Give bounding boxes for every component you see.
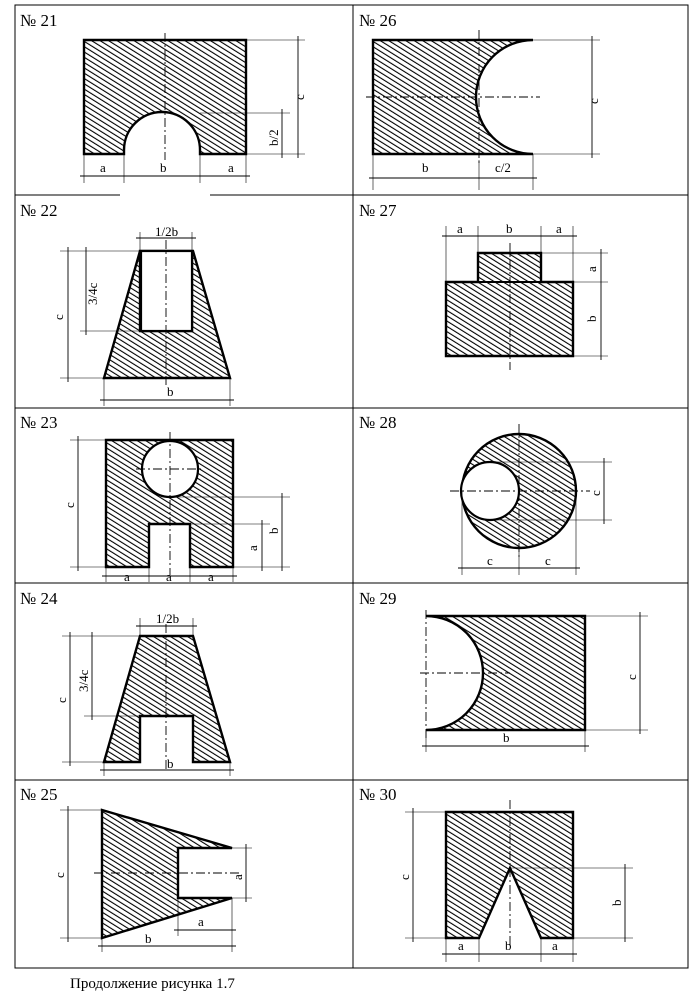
figure-number-24: № 24 (20, 589, 58, 608)
dim-label-b-mid: b (505, 938, 512, 953)
dim-label-b-side: b (584, 315, 599, 322)
dim-label-b-top: b (506, 221, 513, 236)
dim-label-a2: a (166, 569, 172, 584)
figure-23 (62, 432, 290, 584)
dim-label-b: b (503, 730, 510, 745)
dim-label-c1: c (487, 553, 493, 568)
figure-28 (450, 424, 612, 575)
figure-number-26: № 26 (359, 11, 397, 30)
figure-number-23: № 23 (20, 413, 58, 432)
figure-25 (52, 806, 252, 952)
dim-label-c: c (52, 872, 67, 878)
dim-label-a-right: a (552, 938, 558, 953)
dim-label-a-right: a (228, 160, 234, 175)
dim-label-half-b: 1/2b (155, 224, 179, 239)
dim-label-c: c (624, 674, 639, 680)
figure-21 (80, 33, 307, 183)
dim-label-b: b (160, 160, 167, 175)
dim-label-c-half: c/2 (495, 160, 511, 175)
dim-label-a-side: a (230, 874, 245, 880)
figure-number-22: № 22 (20, 201, 58, 220)
figure-26 (366, 30, 601, 190)
dim-label-a-left: a (458, 938, 464, 953)
figure-number-30: № 30 (359, 785, 397, 804)
dim-label-a3: a (208, 569, 214, 584)
figure-30 (397, 800, 633, 962)
dim-label-a-side: a (245, 545, 260, 551)
dim-label-c2: c (545, 553, 551, 568)
figure-number-21: № 21 (20, 11, 58, 30)
dim-label-c: c (586, 98, 601, 104)
dim-label-b: b (167, 384, 174, 399)
figure-25-section (102, 810, 232, 938)
dim-label-c: c (62, 502, 77, 508)
figure-24-section (104, 636, 230, 762)
figure-24 (54, 611, 234, 776)
dim-label-b-half: b/2 (266, 129, 281, 146)
dim-label-b: b (422, 160, 429, 175)
dim-label-a-left: a (100, 160, 106, 175)
dim-label-half-b: 1/2b (156, 611, 180, 626)
dim-label-b: b (167, 756, 174, 771)
dim-label-b-side: b (609, 899, 624, 906)
figure-number-28: № 28 (359, 413, 397, 432)
dim-label-three-quarter-c: 3/4c (76, 669, 91, 692)
figure-29 (420, 610, 648, 752)
dim-label-three-quarter-c: 3/4c (85, 282, 100, 305)
figure-caption: Продолжение рисунка 1.7 (70, 976, 235, 992)
dim-label-b: b (145, 931, 152, 946)
dim-label-a1: a (124, 569, 130, 584)
figure-22 (51, 224, 234, 406)
figure-number-29: № 29 (359, 589, 397, 608)
dim-label-b: b (266, 527, 281, 534)
dim-label-a-side: a (584, 266, 599, 272)
dim-label-a-right: a (556, 221, 562, 236)
dim-label-a-bottom: a (198, 914, 204, 929)
figure-number-25: № 25 (20, 785, 58, 804)
figure-number-27: № 27 (359, 201, 397, 220)
dim-label-c: c (397, 874, 412, 880)
figure-27-section (446, 253, 573, 356)
dim-label-a-left: a (457, 221, 463, 236)
dim-label-c: c (51, 314, 66, 320)
dim-label-c: c (54, 697, 69, 703)
figure-30-section (446, 812, 573, 938)
figure-27 (442, 221, 608, 370)
dim-label-c: c (292, 94, 307, 100)
dim-label-c-side: c (588, 490, 603, 496)
